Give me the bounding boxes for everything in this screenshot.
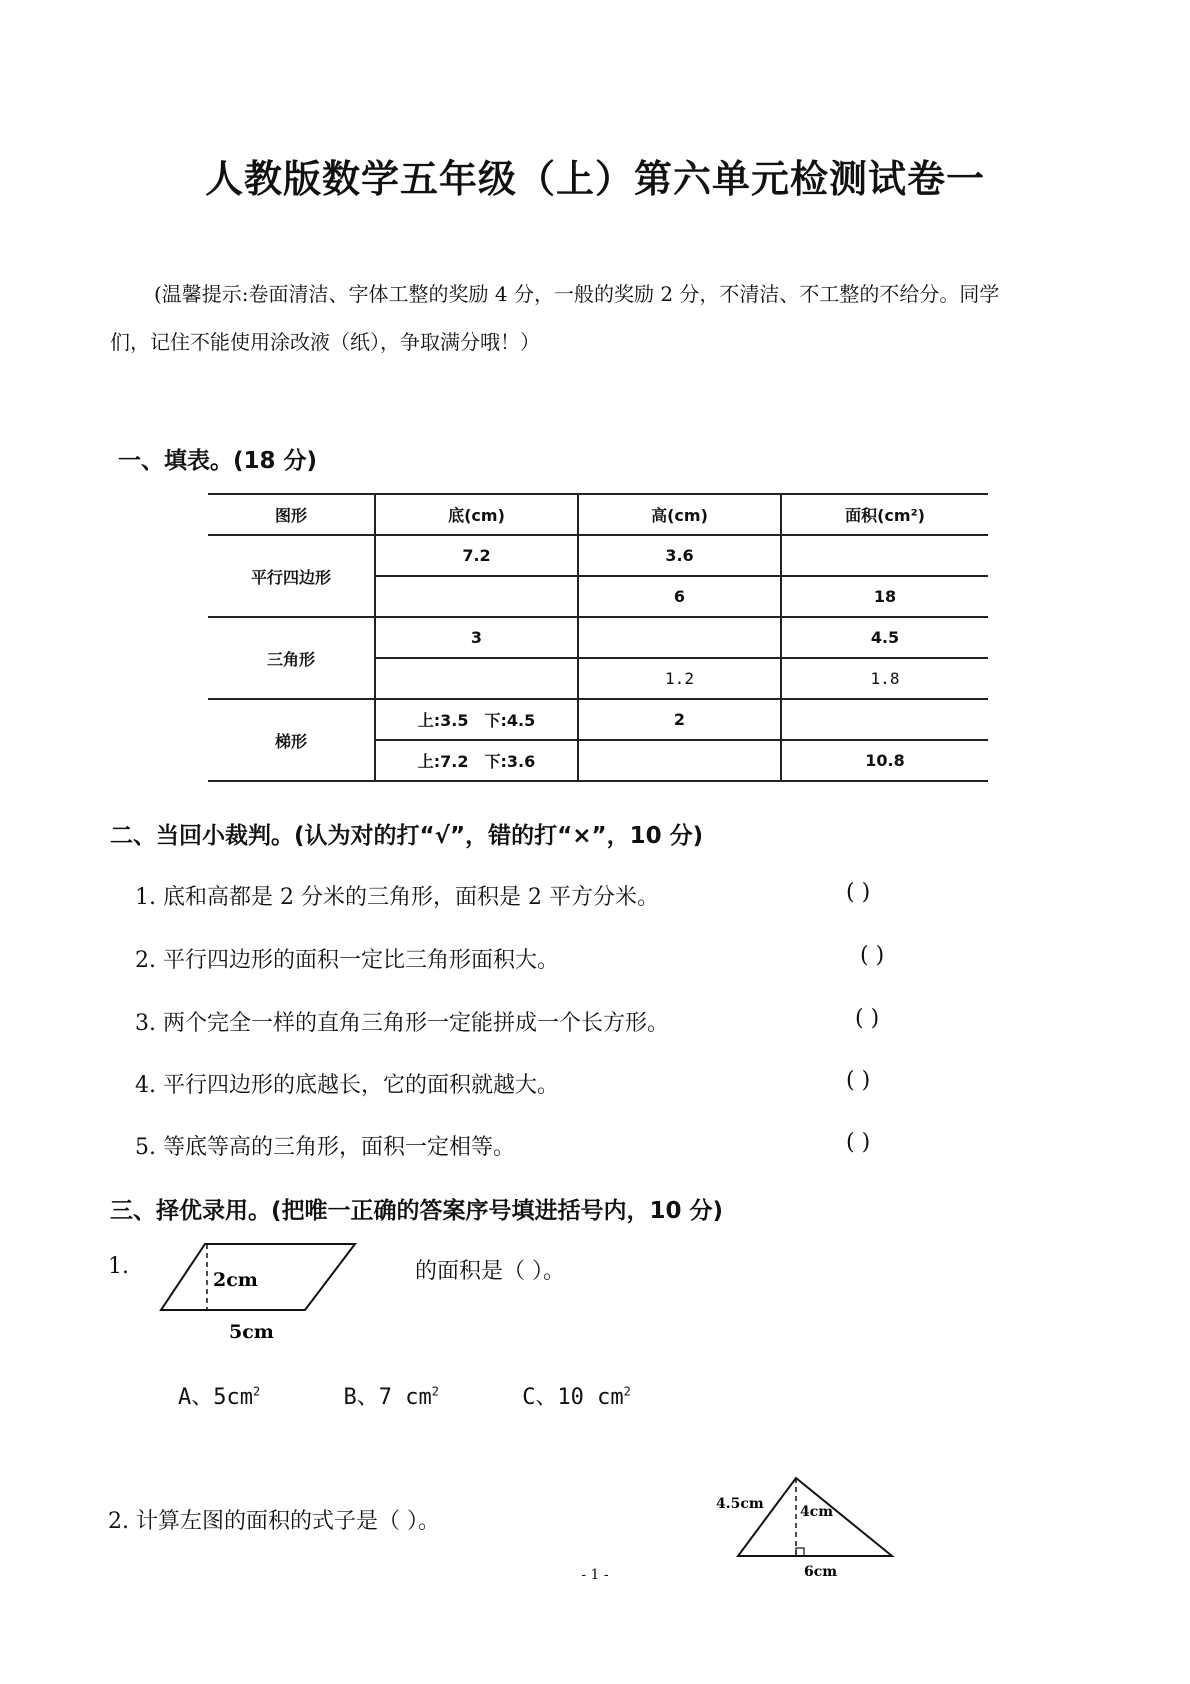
- q1-options: [178, 1380, 701, 1411]
- table-cell: 3: [375, 617, 578, 658]
- header-area: 面积(cm²): [781, 494, 988, 535]
- shape-trapezoid: 梯形: [208, 699, 375, 781]
- table-row: [208, 699, 988, 740]
- section-2-heading: 二、当回小裁判。(认为对的打“√”，错的打“×”，10 分): [110, 823, 704, 849]
- q1-number: 1.: [108, 1254, 129, 1279]
- table-cell: 4.5: [781, 617, 988, 658]
- parallelogram-shape: [161, 1244, 355, 1310]
- parallelogram-height-label: 2cm: [213, 1269, 258, 1291]
- table-cell: 18: [781, 576, 988, 617]
- table-cell: 3.6: [578, 535, 781, 576]
- section-3-heading: 三、择优录用。(把唯一正确的答案序号填进括号内，10 分): [110, 1198, 724, 1224]
- triangle-height-label: 4cm: [800, 1504, 834, 1520]
- table-row: [208, 617, 988, 658]
- hint-line-1: (温馨提示:卷面清洁、字体工整的奖励 4 分，一般的奖励 2 分，不清洁、不工整的不给分。同学: [154, 282, 1000, 306]
- fill-table: [208, 493, 988, 782]
- header-height: 高(cm): [578, 494, 781, 535]
- page-number: - 1 -: [581, 1567, 609, 1583]
- header-base: 底(cm): [375, 494, 578, 535]
- judge-item-1: 1. 底和高都是 2 分米的三角形，面积是 2 平方分米。: [135, 885, 659, 910]
- option-b[interactable]: B、7 $cm^2$: [343, 1384, 439, 1410]
- triangle-side-label: 4.5cm: [716, 1496, 764, 1512]
- triangle-figure: [712, 1470, 902, 1580]
- judge-item-5: 5. 等底等高的三角形，面积一定相等。: [135, 1135, 515, 1160]
- judge-item-3: 3. 两个完全一样的直角三角形一定能拼成一个长方形。: [135, 1011, 669, 1036]
- table-cell: 1.2: [578, 658, 781, 699]
- answer-paren-4[interactable]: ( ): [846, 1068, 871, 1093]
- table-cell: 上:7.2 下:3.6: [375, 740, 578, 781]
- table-cell: [578, 617, 781, 658]
- table-header-row: [208, 494, 988, 535]
- table-cell: [781, 699, 988, 740]
- section-1-heading: 一、填表。(18 分): [118, 448, 318, 474]
- table-cell: 10.8: [781, 740, 988, 781]
- option-c[interactable]: C、10 $cm^2$: [522, 1384, 631, 1410]
- hint-line-2: 们，记住不能使用涂改液（纸），争取满分哦！）: [110, 330, 540, 354]
- judge-item-4: 4. 平行四边形的底越长，它的面积就越大。: [135, 1073, 559, 1098]
- triangle-base-label: 6cm: [804, 1564, 838, 1580]
- q1-text: 的面积是（ ）。: [415, 1259, 565, 1284]
- parallelogram-figure: [155, 1236, 365, 1346]
- q2-text: 2. 计算左图的面积的式子是（ ）。: [108, 1509, 440, 1534]
- option-a[interactable]: A、$5cm^2$: [178, 1384, 261, 1410]
- table-cell: 2: [578, 699, 781, 740]
- table-cell: 1.8: [781, 658, 988, 699]
- parallelogram-base-label: 5cm: [229, 1321, 274, 1343]
- shape-parallelogram: 平行四边形: [208, 535, 375, 617]
- table-cell: 7.2: [375, 535, 578, 576]
- answer-paren-5[interactable]: ( ): [846, 1130, 871, 1155]
- answer-paren-3[interactable]: ( ): [855, 1006, 880, 1031]
- table-cell: [375, 658, 578, 699]
- table-cell: [781, 535, 988, 576]
- table-cell: 上:3.5 下:4.5: [375, 699, 578, 740]
- table-cell: [375, 576, 578, 617]
- right-angle-mark: [796, 1548, 804, 1556]
- table-cell: [578, 740, 781, 781]
- judge-item-2: 2. 平行四边形的面积一定比三角形面积大。: [135, 948, 559, 973]
- shape-triangle: 三角形: [208, 617, 375, 699]
- table-row: [208, 535, 988, 576]
- answer-paren-2[interactable]: ( ): [860, 943, 885, 968]
- table-cell: 6: [578, 576, 781, 617]
- page-title: 人教版数学五年级（上）第六单元检测试卷一: [204, 157, 985, 201]
- answer-paren-1[interactable]: ( ): [846, 880, 871, 905]
- header-shape: 图形: [208, 494, 375, 535]
